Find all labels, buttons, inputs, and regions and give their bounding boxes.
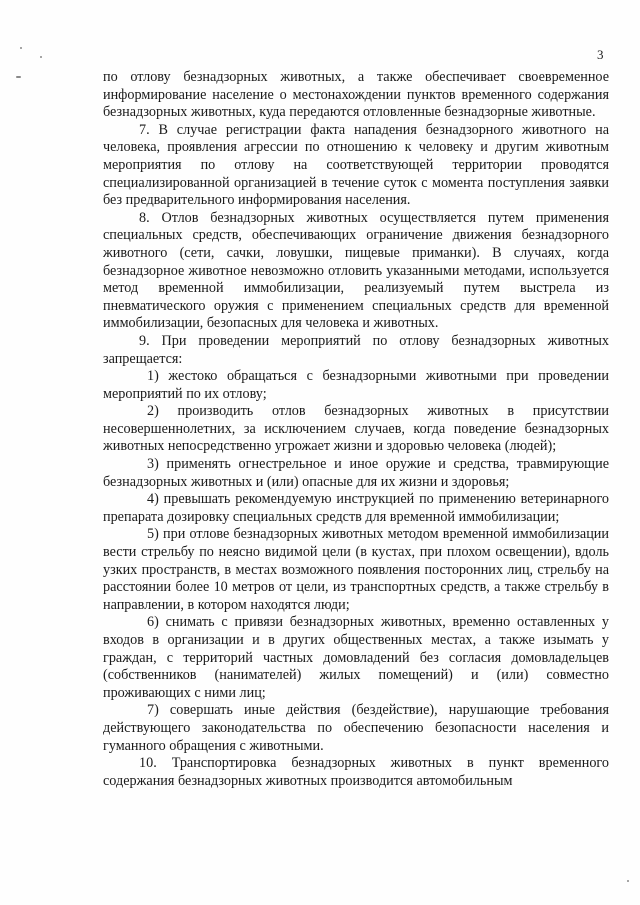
paragraph-item-9: 9. При проведении мероприятий по отлову безнадзорных животных запрещается:: [103, 332, 609, 367]
scan-speck: [40, 56, 42, 58]
scan-speck: [16, 76, 21, 78]
page-number: 3: [597, 47, 604, 62]
subitem-6: 6) снимать с привязи безнадзорных животных, временно оставленных у входов в организации и в других общественных местах, а также изымать у граждан, с территорий частных домовладений без согласия домовладельцев (собственников (нанимателей) жилых помещений) и (или) совместно проживающих с ними лиц;: [103, 614, 609, 701]
subitem-1: 1) жестоко обращаться с безнадзорными животными при проведении мероприятий по их отлову;: [103, 368, 609, 402]
subitem-2: 2) производить отлов безнадзорных животных в присутствии несовершеннолетних, за исключением случаев, когда поведение безнадзорных животных непосредственно угрожает жизни и здоровью человека (людей);: [103, 403, 609, 455]
subitem-3: 3) применять огнестрельное и иное оружие и средства, травмирующие безнадзорных животных и (или) опасные для их жизни и здоровья;: [103, 456, 609, 490]
scan-speck: [627, 880, 629, 882]
subitem-4: 4) превышать рекомендуемую инструкцией по применению ветеринарного препарата дозировку специальных средств для временной иммобилизации;: [103, 491, 609, 525]
scan-speck: [20, 47, 22, 49]
subitem-5: 5) при отлове безнадзорных животных методом временной иммобилизации вести стрельбу по неясно видимой цели (в кустах, при плохом освещении), вдоль узких пространств, в местах возможного появления посторонних лиц, стрельбу на расстоянии более 10 метров от цели, из транспортных средств, а также стрельбу в направлении, в котором находятся люди;: [103, 526, 609, 613]
paragraph-item-10: 10. Транспортировка безнадзорных животных в пункт временного содержания безнадзорных животных производится автомобильным: [103, 755, 609, 789]
document-body: [103, 69, 609, 790]
paragraph-item-8: 8. Отлов безнадзорных животных осуществляется путем применения специальных средств, обеспечивающих ограничение движения безнадзорного животного (сети, сачки, ловушки, пищевые приманки). В случаях, когда безнадзорное животное невозможно отловить указанными методами, используется метод временной иммобилизации, реализуемый путем выстрела из пневматического оружия с применением специальных средств для временной иммобилизации, безопасных для человека и животных.: [103, 209, 609, 332]
subitem-7: 7) совершать иные действия (бездействие), нарушающие требования действующего законодательства по обеспечению безопасности населения и гуманного обращения с животными.: [103, 702, 609, 754]
paragraph-continuation: по отлову безнадзорных животных, а также обеспечивает своевременное информирование население о местонахождении пунктов временного содержания безнадзорных животных, куда передаются отловленные безнадзорные животные.: [103, 69, 609, 121]
paragraph-item-7: 7. В случае регистрации факта нападения безнадзорного животного на человека, проявления агрессии по отношению к человеку и другим животным мероприятия по отлову на соответствующей территории проводятся специализированной организацией в течение суток с момента поступления заявки без предварительного информирования населения.: [103, 121, 609, 209]
